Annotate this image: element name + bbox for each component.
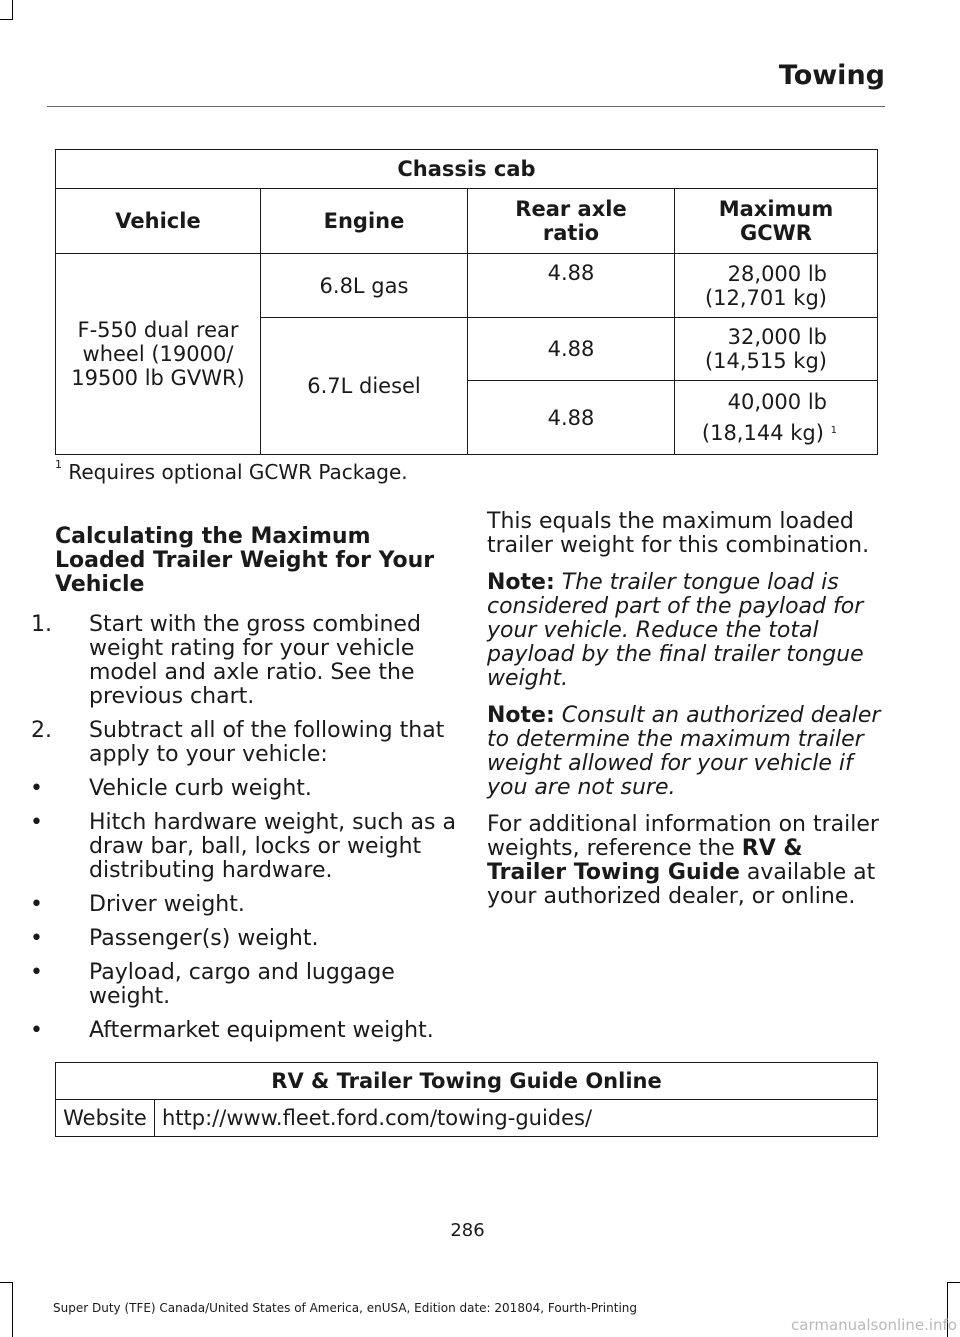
page-title: Towing xyxy=(778,60,885,91)
engine-gas-cell: 6.8L gas xyxy=(261,254,468,318)
bullet-item xyxy=(30,927,460,951)
header-engine xyxy=(261,189,468,254)
website-link[interactable]: http://www.fleet.ford.com/towing-guides/ xyxy=(162,1106,593,1130)
bullet-item xyxy=(30,777,460,801)
note-consult-dealer xyxy=(487,704,887,800)
info-text-before: For additional information on trailer weights, reference the xyxy=(487,812,879,861)
note-text: The trailer tongue load is considered part of the payload for your vehicle. Reduce the total payload by the final trailer tongue weight. xyxy=(487,570,864,691)
gcwr-lb-3: 40,000 lb xyxy=(727,390,827,414)
crop-mark-top-left-v xyxy=(12,0,13,20)
bullet-list xyxy=(30,777,460,1043)
title-rule xyxy=(47,106,885,107)
gcwr-cell-3 xyxy=(675,381,878,455)
watermark: carmanualsonline.info xyxy=(791,1316,957,1334)
gcwr-kg-2: (14,515 kg) xyxy=(704,349,827,373)
gcwr-lb-2: 32,000 lb xyxy=(727,325,827,349)
footnote-mark: 1 xyxy=(55,458,62,471)
header-axle xyxy=(468,189,675,254)
header-engine-text: Engine xyxy=(323,209,405,233)
crop-mark-bottom-left-h xyxy=(0,1282,13,1283)
step-number: 1. xyxy=(31,612,52,637)
bullet-icon: • xyxy=(30,960,43,985)
bullet-item xyxy=(30,961,460,1009)
crop-mark-top-left-h xyxy=(0,19,13,20)
info-paragraph xyxy=(487,813,887,909)
table-footnote xyxy=(55,460,408,484)
gcwr-lb-1: 28,000 lb xyxy=(727,261,827,286)
edition-footer: Super Duty (TFE) Canada/United States of America, enUSA, Edition date: 201804, Fourth-Printing xyxy=(53,1301,638,1315)
rv-towing-guide-table xyxy=(55,1062,878,1137)
bullet-icon: • xyxy=(30,1018,43,1043)
page-number: 286 xyxy=(450,1220,485,1241)
info-text-after: available at your authorized dealer, or online. xyxy=(487,860,876,909)
vehicle-text: F-550 dual rear wheel (19000/ 19500 lb GVWR) xyxy=(71,318,245,390)
step-text: Subtract all of the following that apply to your vehicle: xyxy=(89,718,445,767)
bullet-text: Payload, cargo and luggage weight. xyxy=(89,960,395,1009)
bullet-text: Vehicle curb weight. xyxy=(89,776,312,801)
gcwr-kg-3: (18,144 kg) xyxy=(701,421,824,445)
header-gcwr xyxy=(675,189,878,254)
crop-mark-bottom-right-h xyxy=(947,1282,960,1283)
bullet-item xyxy=(30,1019,460,1043)
steps-list xyxy=(30,613,460,767)
axle-cell-2: 4.88 xyxy=(468,318,675,381)
bullet-text: Hitch hardware weight, such as a draw bar, ball, locks or weight distributing hardware. xyxy=(89,810,456,883)
right-column xyxy=(487,510,887,922)
bullet-icon: • xyxy=(30,776,43,801)
header-axle-text: Rear axle ratio xyxy=(515,197,627,245)
bullet-text: Passenger(s) weight. xyxy=(89,926,319,951)
gcwr-kg-1: (12,701 kg) xyxy=(704,285,827,310)
table-caption: Chassis cab xyxy=(56,150,878,189)
bullet-item xyxy=(30,811,460,883)
crop-mark-bottom-left-v xyxy=(12,1282,13,1337)
chassis-cab-table xyxy=(55,149,878,455)
bullet-icon: • xyxy=(30,926,43,951)
bullet-icon: • xyxy=(30,810,43,835)
website-url xyxy=(155,1100,878,1137)
note-tongue-load xyxy=(487,571,887,691)
gcwr-footnote-mark: 1 xyxy=(830,425,837,436)
header-gcwr-text: Maximum GCWR xyxy=(718,197,834,245)
step-item xyxy=(30,613,460,709)
bullet-icon: • xyxy=(30,892,43,917)
website-label: Website xyxy=(56,1100,155,1137)
bullet-item xyxy=(30,893,460,917)
header-vehicle: Vehicle xyxy=(56,189,261,254)
vehicle-cell xyxy=(56,254,261,455)
table-caption: RV & Trailer Towing Guide Online xyxy=(56,1063,878,1100)
step-number: 2. xyxy=(31,718,52,743)
left-column xyxy=(30,525,460,1053)
footnote-text: Requires optional GCWR Package. xyxy=(68,460,408,484)
note-label: Note: xyxy=(487,570,555,595)
engine-diesel-cell: 6.7L diesel xyxy=(261,318,468,455)
gcwr-cell-1 xyxy=(675,254,878,318)
note-text: Consult an authorized dealer to determine the maximum trailer weight allowed for your vehicle if you are not sure. xyxy=(487,703,881,800)
step-text: Start with the gross combined weight rating for your vehicle model and axle ratio. See the previous chart. xyxy=(89,612,421,709)
guide-reference: RV & Trailer Towing Guide xyxy=(487,836,803,885)
axle-cell-3: 4.88 xyxy=(468,381,675,455)
gcwr-cell-2 xyxy=(675,318,878,381)
axle-cell-1: 4.88 xyxy=(468,254,675,318)
gcwr-kg-3-line xyxy=(675,421,837,445)
section-heading: Calculating the Maximum Loaded Trailer Weight for Your Vehicle xyxy=(55,524,435,597)
step-item xyxy=(30,719,460,767)
bullet-text: Aftermarket equipment weight. xyxy=(89,1018,434,1043)
intro-paragraph: This equals the maximum loaded trailer weight for this combination. xyxy=(487,509,870,558)
note-label: Note: xyxy=(487,703,555,728)
bullet-text: Driver weight. xyxy=(89,892,245,917)
